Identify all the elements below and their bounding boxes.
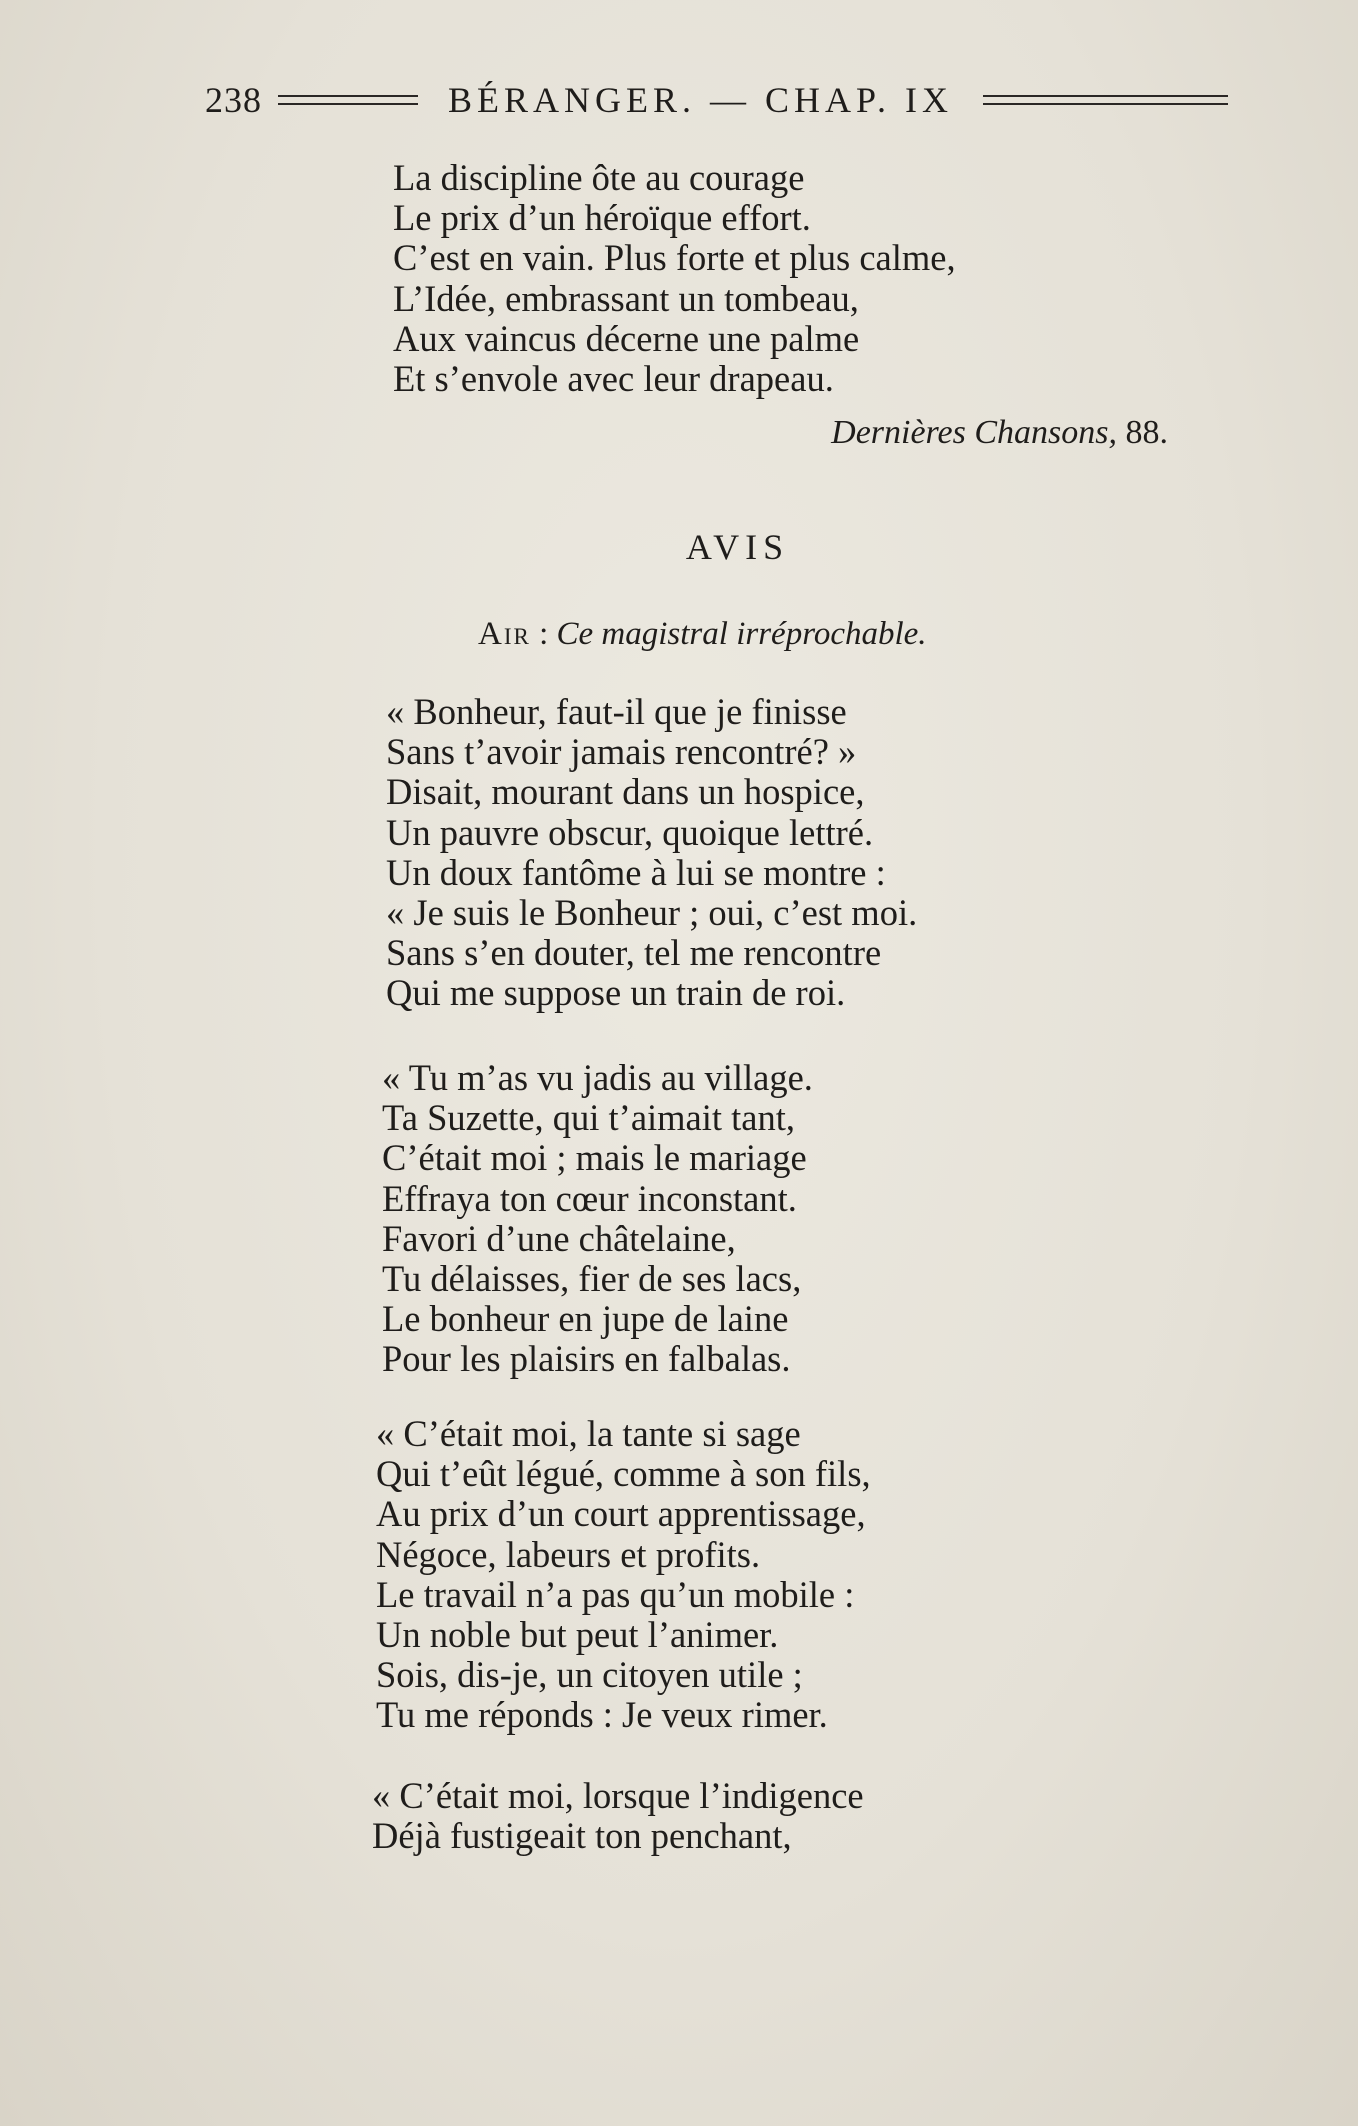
verse-line: Sois, dis-je, un citoyen utile ;: [376, 1654, 803, 1696]
source-title: Dernières Chansons,: [831, 414, 1117, 451]
verse-line: Tu me réponds : Je veux rimer.: [376, 1694, 828, 1736]
verse-line: Un doux fantôme à lui se montre :: [386, 851, 886, 893]
verse-line: Effraya ton cœur inconstant.: [382, 1177, 797, 1219]
verse-line: Au prix d’un court apprentissage,: [376, 1493, 866, 1535]
verse-line: Disait, mourant dans un hospice,: [386, 771, 865, 813]
verse-line: Le travail n’a pas qu’un mobile :: [376, 1573, 855, 1615]
running-title: BÉRANGER. — CHAP. IX: [448, 80, 954, 120]
verse-line: « C’était moi, lorsque l’indigence: [372, 1775, 864, 1816]
header-rule-left: [278, 95, 418, 105]
stanza-3: [376, 1414, 871, 1736]
verse-line: « Bonheur, faut-il que je finisse: [386, 691, 847, 732]
verse-line: Qui t’eût légué, comme à son fils,: [376, 1453, 871, 1495]
verse-line: C’était moi ; mais le mariage: [382, 1137, 807, 1179]
verse-line: Tu délaisses, fier de ses lacs,: [382, 1257, 802, 1299]
verse-line: L’Idée, embrassant un tombeau,: [393, 277, 859, 319]
verse-line: « C’était moi, la tante si sage: [376, 1413, 801, 1454]
epigraph-stanza: [393, 158, 956, 399]
verse-line: La discipline ôte au courage: [393, 157, 805, 198]
verse-line: Sans t’avoir jamais rencontré? »: [386, 731, 857, 773]
verse-line: Déjà fustigeait ton penchant,: [372, 1815, 792, 1857]
verse-line: Qui me suppose un train de roi.: [386, 972, 846, 1014]
source-number: 88.: [1125, 414, 1168, 451]
verse-line: Favori d’une châtelaine,: [382, 1217, 736, 1259]
running-head: [205, 78, 1280, 122]
verse-line: Un noble but peut l’animer.: [376, 1613, 779, 1655]
verse-line: Ta Suzette, qui t’aimait tant,: [382, 1097, 796, 1139]
verse-line: Un pauvre obscur, quoique lettré.: [386, 811, 874, 853]
verse-line: Et s’envole avec leur drapeau.: [393, 357, 834, 399]
verse-line: Négoce, labeurs et profits.: [376, 1533, 761, 1575]
stanza-2: [382, 1058, 813, 1380]
poem-title: AVIS: [685, 527, 790, 567]
air-title: Ce magistral irréprochable.: [556, 616, 927, 652]
verse-line: Aux vaincus décerne une palme: [393, 317, 860, 359]
stanza-1: [386, 692, 917, 1014]
stanza-4: [372, 1776, 864, 1856]
verse-line: Sans s’en douter, tel me rencontre: [386, 932, 882, 974]
source-citation: [831, 414, 1168, 452]
air-label: Air: [478, 616, 531, 652]
verse-line: « Tu m’as vu jadis au village.: [382, 1057, 813, 1098]
page-number: 238: [205, 80, 262, 120]
verse-line: Le bonheur en jupe de laine: [382, 1298, 789, 1340]
verse-line: « Je suis le Bonheur ; oui, c’est moi.: [386, 891, 918, 933]
verse-line: Le prix d’un héroïque effort.: [393, 197, 811, 239]
verse-line: Pour les plaisirs en falbalas.: [382, 1338, 791, 1380]
air-line: Air : Ce magistral irréprochable.: [478, 616, 927, 652]
header-rule-right: [983, 95, 1228, 105]
verse-line: C’est en vain. Plus forte et plus calme,: [393, 237, 956, 279]
